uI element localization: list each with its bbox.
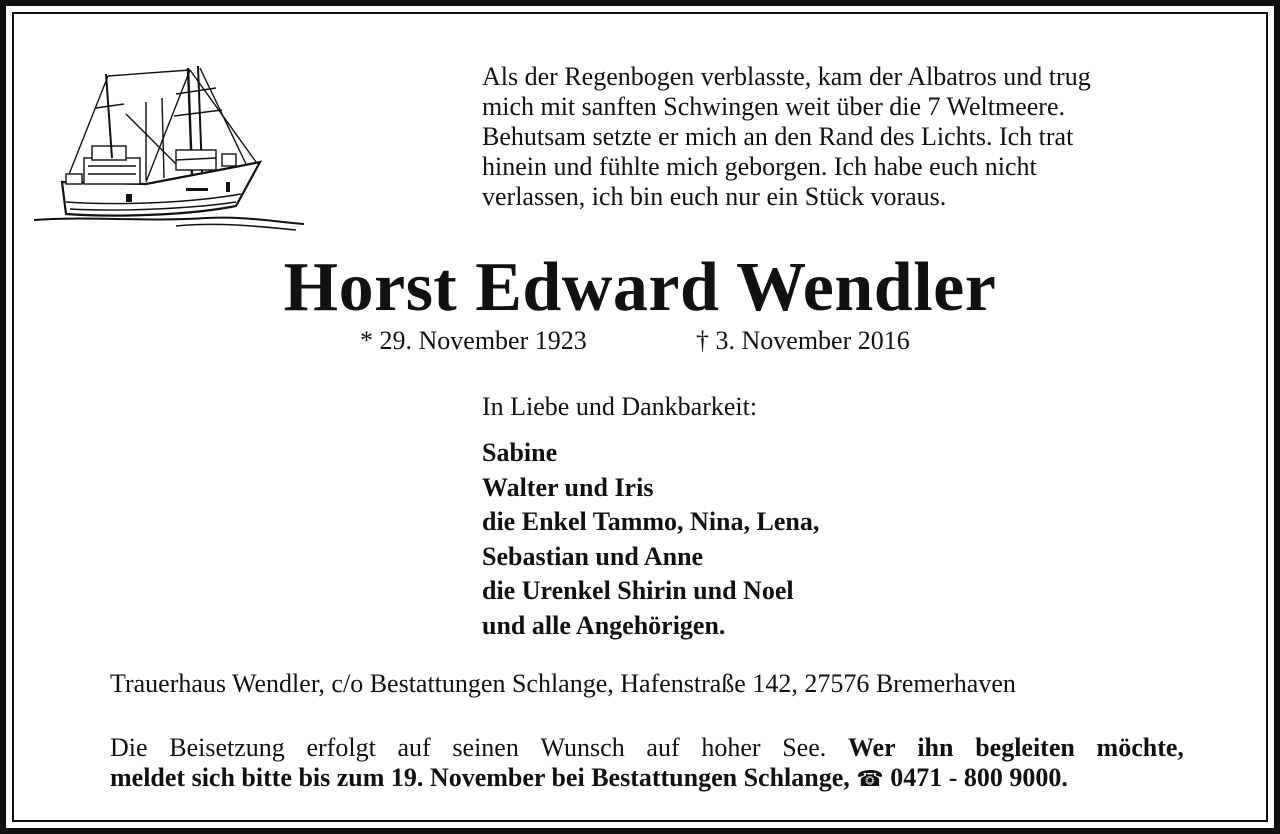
mourner-line: die Urenkel Shirin und Noel xyxy=(482,576,794,605)
notice-inner-border xyxy=(12,12,1268,822)
burial-word: auf xyxy=(646,733,680,762)
life-dates xyxy=(360,326,910,356)
funeral-home-address: Trauerhaus Wendler, c/o Bestattungen Schlange, Hafenstraße 142, 27576 Bremerhaven xyxy=(110,669,1016,698)
poem-line: verlassen, ich bin euch nur ein Stück voraus. xyxy=(482,182,947,211)
burial-word: Wunsch xyxy=(540,733,625,762)
burial-word: Die xyxy=(110,733,148,762)
burial-word-bold: Wer xyxy=(847,733,896,762)
mourner-line: Sabine xyxy=(482,438,558,467)
burial-word-bold: möchte, xyxy=(1096,733,1184,762)
poem-line: mich mit sanften Schwingen weit über die 7 Weltmeere. xyxy=(482,92,1065,121)
burial-word: hoher xyxy=(701,733,761,762)
birth-date: * 29. November 1923 xyxy=(360,326,587,355)
deceased-name: Horst Edward Wendler xyxy=(283,249,997,326)
burial-word: seinen xyxy=(452,733,519,762)
burial-word: Beisetzung xyxy=(169,733,285,762)
poem-line: hinein und fühlte mich geborgen. Ich habe euch nicht xyxy=(482,152,1037,181)
burial-notice xyxy=(110,733,1184,794)
burial-notice-line-2 xyxy=(110,763,1184,794)
burial-word-bold: ihn xyxy=(917,733,954,762)
burial-notice-line-1 xyxy=(110,733,1184,763)
mourner-line: Sebastian und Anne xyxy=(482,541,704,571)
burial-contact-text: meldet sich bitte bis zum 19. November bei Bestattungen Schlange, xyxy=(110,763,850,792)
burial-word-bold: begleiten xyxy=(975,733,1075,762)
mourner-line: und alle Angehörigen. xyxy=(482,610,726,640)
telephone-icon: ☎ xyxy=(856,766,884,791)
poem-quote xyxy=(482,62,1202,212)
mourner-line: Walter und Iris xyxy=(482,472,654,502)
poem-line: Als der Regenbogen verblasste, kam der Albatros und trug xyxy=(482,62,1091,91)
death-date: † 3. November 2016 xyxy=(696,326,910,355)
phone-number: 0471 - 800 9000. xyxy=(890,763,1068,792)
mourners-list xyxy=(482,436,819,643)
burial-word: erfolgt xyxy=(306,733,376,762)
fishing-trawler-illustration xyxy=(26,54,306,234)
burial-word: auf xyxy=(397,733,431,762)
poem-line: Behutsam setzte er mich an den Rand des Lichts. Ich trat xyxy=(482,122,1074,151)
burial-word: See. xyxy=(782,733,827,762)
dedication-line: In Liebe und Dankbarkeit: xyxy=(482,392,758,421)
mourner-line: die Enkel Tammo, Nina, Lena, xyxy=(482,507,820,536)
